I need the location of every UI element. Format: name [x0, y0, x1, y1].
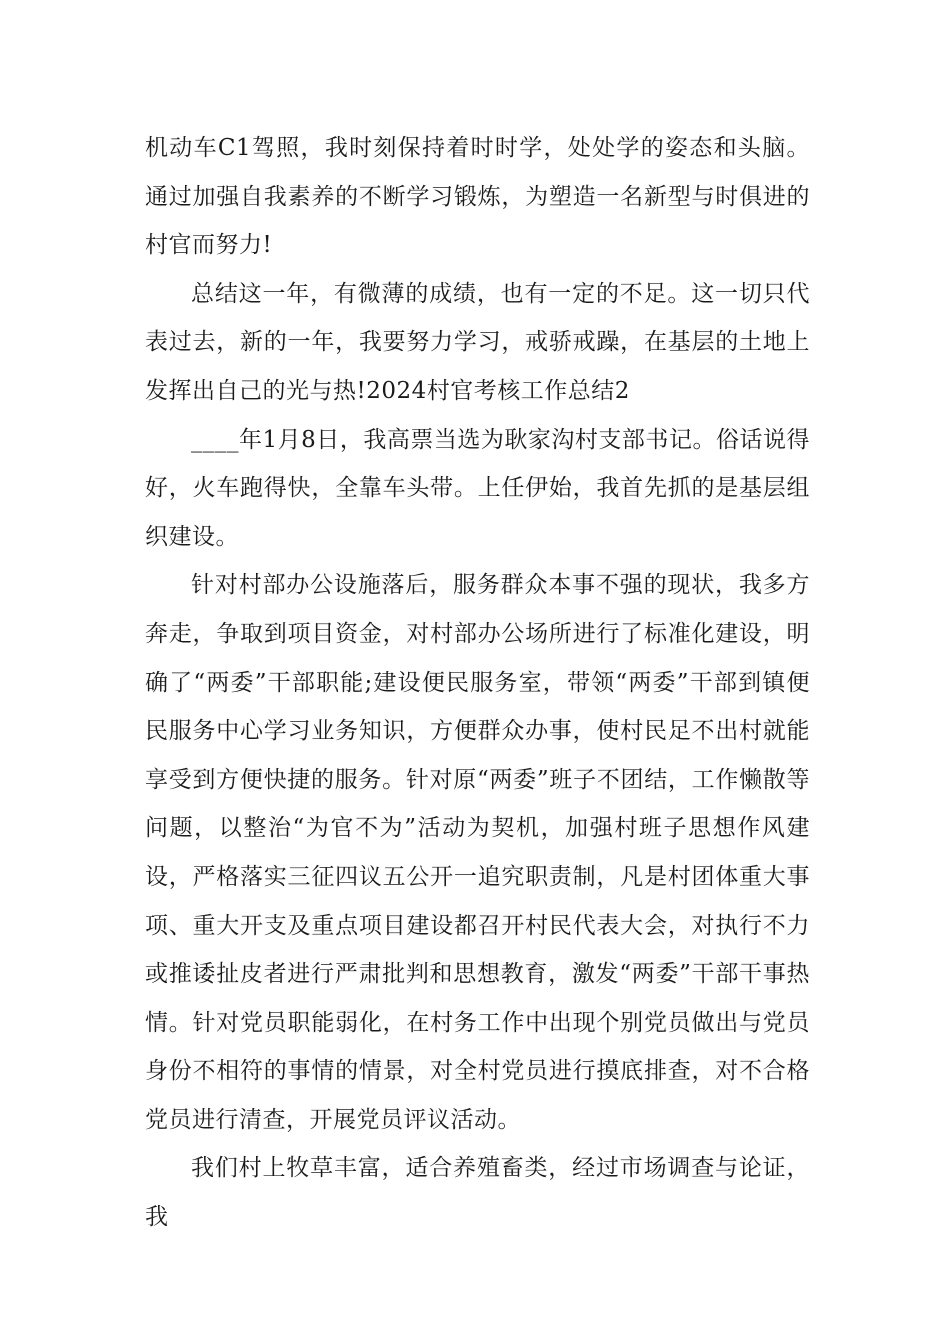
paragraph-1: 机动车C1驾照，我时刻保持着时时学，处处学的姿态和头脑。通过加强自我素养的不断学习锻炼，为塑造一名新型与时俱进的村官而努力!: [145, 135, 810, 259]
paragraph-4: 针对村部办公设施落后，服务群众本事不强的现状，我多方奔走，争取到项目资金，对村部办公场所进行了标准化建设，明确了“两委”干部职能;建设便民服务室，带领“两委”干部到镇便民服务中心学习业务知识，方便群众办事，使村民足不出村就能享受到方便快捷的服务。针对原“两委”班子不团结，工作懒散等问题，以整治“为官不为”活动为契机，加强村班子思想作风建设，严格落实三征四议五公开一追究职责制，凡是村团体重大事项、重大开支及重点项目建设都召开村民代表大会，对执行不力或推诿扯皮者进行严肃批判和思想教育，激发“两委”干部干事热情。针对党员职能弱化，在村务工作中出现个别党员做出与党员身份不相符的事情的情景，对全村党员进行摸底排查，对不合格党员进行清查，开展党员评议活动。: [145, 572, 810, 1133]
paragraph-2: 总结这一年，有微薄的成绩，也有一定的不足。这一切只代表过去，新的一年，我要努力学习，戒骄戒躁，在基层的土地上发挥出自己的光与热!2024村官考核工作总结2: [145, 280, 810, 404]
paragraph-5: 我们村上牧草丰富，适合养殖畜类，经过市场调查与论证，我: [145, 1155, 810, 1231]
document-body: [145, 124, 810, 1242]
paragraph-3: ____年1月8日，我高票当选为耿家沟村支部书记。俗话说得好，火车跑得快，全靠车头带。上任伊始，我首先抓的是基层组织建设。: [145, 426, 810, 550]
